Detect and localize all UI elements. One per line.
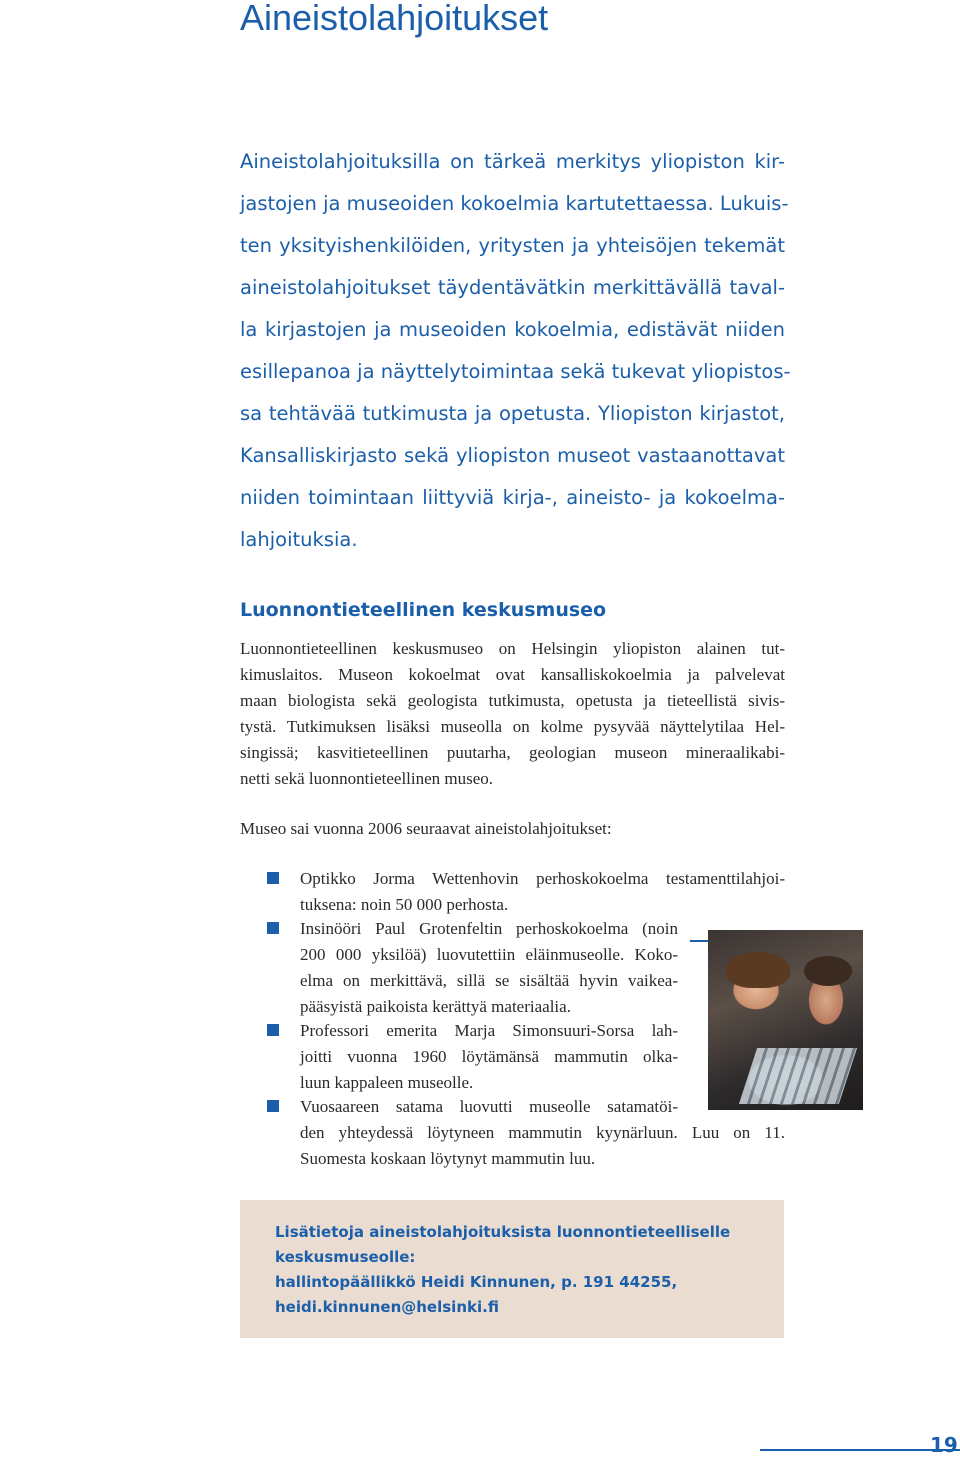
donation-line: Insinööri Paul Grotenfeltin perhoskokoelma (noin — [300, 919, 678, 938]
page-number: 19 — [930, 1433, 958, 1457]
donations-intro: Museo sai vuonna 2006 seuraavat aineistolahjoitukset: — [240, 819, 612, 838]
donation-line: Suomesta koskaan löytynyt mammutin luu. — [300, 1149, 596, 1168]
intro-line: ten yksityishenkilöiden, yritysten ja yhteisöjen tekemät — [240, 234, 785, 257]
intro-line: jastojen ja museoiden kokoelmia kartutettaessa. Lukuis- — [240, 192, 789, 215]
donation-line: pääsyistä paikoista kerättyä materiaalia. — [300, 997, 571, 1016]
bullet-square-icon — [267, 1100, 279, 1112]
donation-line: joitti vuonna 1960 löytämänsä mammutin olka- — [300, 1047, 678, 1066]
section-paragraph — [240, 636, 785, 792]
intro-line: esillepanoa ja näyttelytoimintaa sekä tukevat yliopistos- — [240, 360, 791, 383]
info-line: Lisätietoja aineistolahjoituksista luonnontieteelliselle — [275, 1223, 731, 1241]
intro-line: niiden toimintaan liittyviä kirja-, aineisto- ja kokoelma- — [240, 486, 785, 509]
contact-info-box — [240, 1200, 784, 1338]
donation-item — [300, 916, 678, 1020]
donation-line: elma on merkittävä, sillä se sisältää hyvin vaikea- — [300, 971, 678, 990]
intro-paragraph — [240, 141, 791, 561]
donation-item — [300, 866, 785, 918]
bullet-square-icon — [267, 872, 279, 884]
donation-line: luun kappaleen museolle. — [300, 1073, 474, 1092]
section-line: kimuslaitos. Museon kokoelmat ovat kansalliskokoelmia ja palvelevat — [240, 665, 785, 684]
page-title: Aineistolahjoitukset — [240, 0, 549, 38]
intro-line: Aineistolahjoituksilla on tärkeä merkitys yliopiston kir- — [240, 150, 785, 173]
contact-email: heidi.kinnunen@helsinki.fi — [275, 1298, 499, 1316]
section-line: tystä. Tutkimuksen lisäksi museolla on kolme pysyvää näyttelytilaa Hel- — [240, 717, 785, 736]
photo-detail — [739, 1048, 857, 1104]
donation-line: Optikko Jorma Wettenhovin perhoskokoelma testamenttilahjoi- — [300, 869, 785, 888]
bullet-square-icon — [267, 922, 279, 934]
section-heading: Luonnontieteellinen keskusmuseo — [240, 599, 607, 621]
donation-line: 200 000 yksilöä) luovutettiin eläinmuseolle. Koko- — [300, 945, 678, 964]
donation-line: Vuosaareen satama luovutti museolle satamatöi- — [300, 1097, 678, 1116]
donation-line: tuksena: noin 50 000 perhosta. — [300, 895, 509, 914]
section-line: netti sekä luonnontieteellinen museo. — [240, 769, 494, 788]
donation-item — [300, 1018, 678, 1096]
photo-detail — [804, 956, 852, 986]
donation-line: Professori emerita Marja Simonsuuri-Sorsa lah- — [300, 1021, 678, 1040]
intro-line: Kansalliskirjasto sekä yliopiston museot vastaanottavat — [240, 444, 785, 467]
section-line: Luonnontieteellinen keskusmuseo on Helsingin yliopiston alainen tut- — [240, 639, 785, 658]
donation-line: den yhteydessä löytyneen mammutin kyynärluun. Luu on 11. — [300, 1123, 785, 1142]
section-line: singissä; kasvitieteellinen puutarha, geologian museon mineraalikabi- — [240, 743, 785, 762]
intro-line: la kirjastojen ja museoiden kokoelmia, edistävät niiden — [240, 318, 785, 341]
museum-photo — [708, 930, 863, 1110]
info-line: hallintopäällikkö Heidi Kinnunen, p. 191 44255, — [275, 1273, 678, 1291]
info-line: keskusmuseolle: — [275, 1248, 416, 1266]
photo-detail — [726, 952, 790, 988]
intro-line: lahjoituksia. — [240, 528, 358, 551]
intro-line: aineistolahjoitukset täydentävätkin merkittävällä taval- — [240, 276, 785, 299]
section-line: maan biologista sekä geologista tutkimusta, opetusta ja tieteellistä sivis- — [240, 691, 785, 710]
intro-line: sa tehtävää tutkimusta ja opetusta. Yliopiston kirjastot, — [240, 402, 785, 425]
bullet-square-icon — [267, 1024, 279, 1036]
